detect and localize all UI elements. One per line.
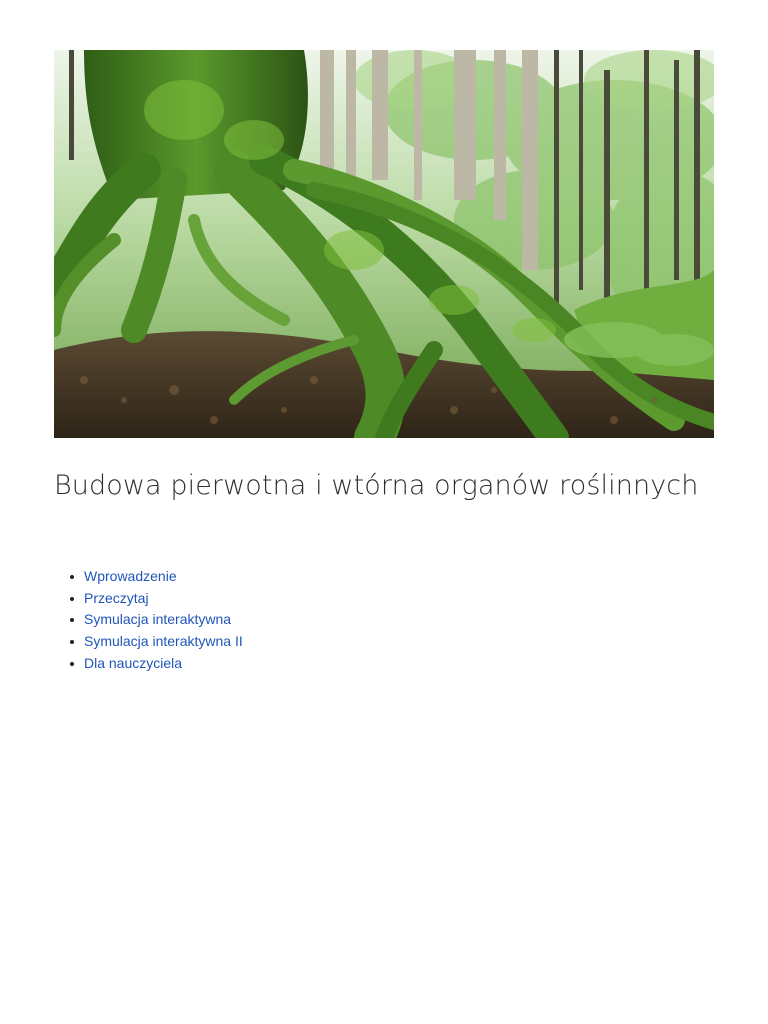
toc-link[interactable]: Przeczytaj [84,589,149,606]
page-title: Budowa pierwotna i wtórna organów roślinnych [54,470,699,501]
toc-link[interactable]: Dla nauczyciela [84,654,183,671]
toc-link[interactable]: Symulacja interaktywna II [84,633,243,650]
hero-image [54,50,714,438]
toc-link[interactable]: Wprowadzenie [84,568,177,584]
toc-item-symulacja-interaktywna[interactable] [84,609,243,631]
toc-link[interactable]: Symulacja interaktywna [84,611,232,628]
toc-item-przeczytaj[interactable] [84,588,243,610]
table-of-contents [54,566,243,675]
toc-item-wprowadzenie[interactable] [84,566,243,588]
toc-item-dla-nauczyciela[interactable] [84,653,243,675]
toc-item-symulacja-interaktywna-2[interactable] [84,631,243,653]
